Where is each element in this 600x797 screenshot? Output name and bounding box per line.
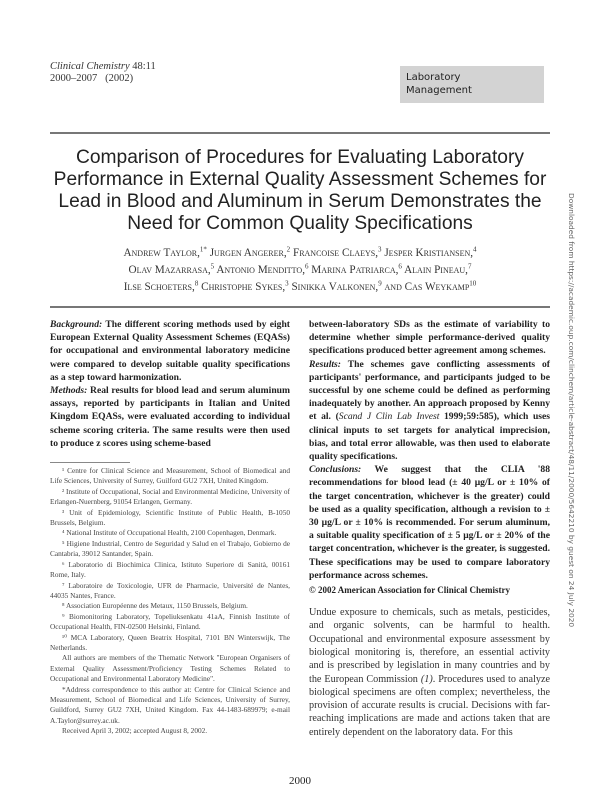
results-text: The schemes gave conflicting assessments of participants' performance, and participants judged to be successful by one scheme could be defined as performing inadequately by another. An approach proposed by Kenny et al. ( [309,358,550,423]
article-title: Comparison of Procedures for Evaluating Laboratory Performance in External Quality Assessment Schemes for Lead in Blood and Aluminum in Serum Demonstrates the Need for Common Quality Specifications [53,147,547,234]
footnote: ⁸ Association Européenne des Metaux, 1150 Brussels, Belgium. [62,601,248,611]
author [384,247,476,259]
author-affiliation: 9 [378,279,382,288]
author-affiliation: 6 [398,262,402,271]
methods-label: Methods: [50,385,88,397]
author [210,247,290,259]
footnote: ¹⁰ MCA Laboratory, Queen Beatrix Hospital, 7101 BN Winterswijk, The Netherlands. [50,632,290,652]
author-affiliation: 5 [210,262,215,271]
footnote: ⁵ Higiene Industrial, Centro de Seguridad y Salud en el Trabajo, Gobierno de Cantabria, 39012 Santander, Spain. [50,538,290,559]
section-label-line1: Laboratory [406,72,461,83]
author [311,264,402,276]
footnote-divider [50,462,130,463]
footnote: ² Institute of Occupational, Social and Environmental Medicine, University of Erlangen-Nuernberg, 91054 Erlangen, Germany. [50,486,290,507]
author-name: Sinikka Valkonen, [291,281,379,293]
author-name: Jesper Kristiansen, [384,247,474,259]
footnote: ⁷ Laboratoire de Toxicologie, UFR de Pharmacie, Université de Nantes, 44035 Nantes, France. [50,580,290,600]
reference-link[interactable]: (1) [420,673,433,685]
methods-text: Real results for blood lead and serum aluminum assays, reported by participants in Italian and United Kingdom EQASs, were evaluated according to individual scheme scoring criteria. The same results were then used to produce z scores using scheme-based [50,385,290,449]
abstract-right [309,318,550,582]
author-name: Antonio Menditto, [216,264,305,276]
author-name: Andrew Taylor, [123,247,200,259]
author [123,247,206,259]
author-affiliation: 4 [473,245,477,254]
background-label: Background: [50,319,103,330]
author-name: Olav Mazarrasa, [128,264,211,276]
page-number: 2000 [289,775,311,787]
conclusions-label: Conclusions: [309,464,362,476]
abstract-conclusions [309,463,550,582]
author-affiliation: 1* [199,245,207,254]
author-affiliation: 6 [305,262,309,271]
footnote: ⁴ National Institute of Occupational Health, 2100 Copenhagen, Denmark. [62,528,277,538]
abstract-methods [50,384,290,450]
author-name: and Cas Weykamp [384,281,470,293]
author [216,264,308,276]
author-name: Jurgen Angerer, [209,247,287,259]
author-name: Alain Pineau, [404,264,468,276]
author [124,281,199,293]
abstract-left [50,318,290,450]
left-column [50,318,290,739]
footnote: ⁶ Laboratorio di Biochimica Clinica, Istituto Superiore di Sanità, 00161 Rome, Italy. [50,559,290,580]
author [129,264,215,276]
body-text-part: . Procedures used to analyze biological specimens are often complex; nevertheless, the provision of accurate results is crucial. Decisions with far-reaching implications are made and actions taken that are entirely dependent on the laboratory data. For this [309,673,550,738]
author-affiliation: 3 [285,279,289,288]
author [201,281,289,293]
journal-citation [50,61,156,85]
author [385,281,477,293]
abstract-background [50,318,290,384]
footnote: ³ Unit of Epidemiology, Scientific Institute of Public Health, B-1050 Brussels, Belgium. [50,507,290,528]
right-column [309,318,550,739]
author-affiliation: 8 [194,279,199,288]
author-name: Ilse Schoeters, [123,281,195,293]
authors-divider [50,306,550,308]
footnote: Received April 3, 2002; accepted August 8, 2002. [62,726,208,736]
footnote: *Address correspondence to this author at: Centre for Clinical Science and Measurement, School of Biomedical and Life Sciences, University of Surrey, Guildford, Surrey GU2 7XH, United Kingdom. Fax 44-1483-689979; e-mail A.Taylor@surrey.ac.uk. [50,684,290,725]
copyright: © 2002 American Association for Clinical Chemistry [309,585,511,596]
body-text [309,606,550,739]
body-text-part: Undue exposure to chemicals, such as metals, pesticides, and organic solvents, can be harmful to health. Occupational and environmental exposure assessment by biological monitoring is, therefore, an essential activity and is prescribed by legislation in many countries and by the European Commission [309,607,550,685]
footnote: ¹ Centre for Clinical Science and Measurement, School of Biomedical and Life Sciences, University of Surrey, Guilford GU2 7XH, United Kingdom. [50,466,290,486]
author-affiliation: 2 [286,245,291,254]
pages-year: 2000–2007 (2002) [50,73,134,84]
footnote: ⁹ Biomonitoring Laboratory, Topeliuksenkatu 41aA, Finnish Institute of Occupational Health, FIN-02500 Helsinki, Finland. [50,611,290,632]
body-paragraph [309,606,550,739]
article-content [50,132,550,739]
author-affiliation: 3 [378,245,382,254]
volume-issue: 48:11 [132,61,156,72]
author [291,281,381,293]
download-notice-text: Downloaded from https://academic.oup.com/clinchem/article-abstract/48/11/2000/5642210 by guest on 24 July 2020 [567,193,576,628]
author-name: Christophe Sykes, [201,281,286,293]
footnote: All authors are members of the Thematic Network "European Organisers of External Quality Assessment/Proficiency Testing Schemes Related to Occupational and Environmental Laboratory Medicine". [50,653,290,684]
header-divider [50,132,550,134]
author-list [50,245,550,296]
section-label-line2: Management [406,85,472,96]
author [293,247,382,259]
author-name: Francoise Claeys, [292,247,379,259]
background-text: The different scoring methods used by eight European External Quality Assessment Schemes (EQASs) for occupational and environmental laboratory medicine were compared to develop suitable quality specifications as a step toward harmonization. [50,319,290,383]
author-affiliation: 10 [469,279,477,288]
section-label [400,66,544,103]
footnotes [50,466,290,737]
author-name: Marina Patriarca, [311,264,399,276]
journal-name: Clinical Chemistry [50,61,130,72]
results-citation: Scand J Clin Lab Invest [338,411,440,423]
results-label: Results: [309,358,341,370]
abstract-results [309,358,550,464]
conclusions-text: We suggest that the CLIA '88 recommendations for blood lead (± 40 μg/L or ± 10% of the target concentration, whichever is the greater) could be used as a quality specification, although a revision to ± 30 μg/L or ± 10% is recommended. For serum aluminum, a suitable quality specification of ± 5 μg/L or ± 20% of the target concentration, whichever is the greater, is suggested. These specifications may be used to compare laboratory performance across schemes. [309,464,550,581]
author-affiliation: 7 [467,262,472,271]
author [404,264,471,276]
results-text-end: 1999;59:585), which uses clinical inputs to set targets for analytical imprecision, bias, and total error allowable, was then used to elaborate quality specifications. [309,411,551,463]
two-column-layout [50,318,550,739]
methods-text-continued: between-laboratory SDs as the estimate of variability to determine whether simple performance-derived quality specifications produced better agreement among schemes. [309,319,550,357]
